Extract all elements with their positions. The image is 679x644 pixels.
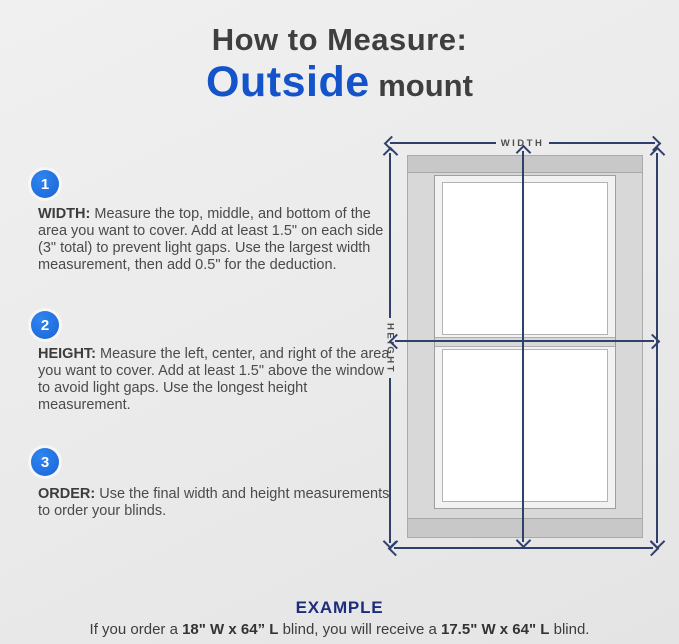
step-3-text: [38, 486, 392, 520]
height-label: HEIGHT: [384, 322, 396, 374]
arrow-right-icon: [645, 333, 661, 349]
title-line-2: [0, 57, 679, 106]
step-3-heading: ORDER:: [38, 486, 96, 502]
window-measure-diagram: [370, 130, 675, 565]
step-1-heading: WIDTH:: [38, 206, 91, 222]
step-2-badge: 2: [31, 311, 59, 339]
step-3-badge: 3: [31, 448, 59, 476]
example-received-size: 17.5" W x 64" L: [441, 621, 550, 638]
title-highlight: Outside: [206, 57, 370, 106]
step-1-badge: 1: [31, 170, 59, 198]
arrow-up-icon: [382, 147, 398, 163]
example-heading: EXAMPLE: [295, 598, 384, 617]
step-2-body: Measure the left, center, and right of the area you want to cover. Add at least 1.5" above the window to avoid light gaps. Use the longest height measurement.: [38, 346, 390, 413]
arrow-left-icon: [389, 333, 405, 349]
arrow-up-icon: [649, 147, 665, 163]
arrow-down-icon: [515, 533, 531, 549]
step-2-heading: HEIGHT:: [38, 346, 96, 362]
step-3-body: Use the final width and height measurements to order your blinds.: [38, 486, 390, 519]
title-rest: mount: [369, 67, 473, 103]
arrow-up-icon: [515, 145, 531, 161]
step-1-text: [38, 206, 392, 274]
example-section: [0, 598, 679, 638]
example-order-size: 18" W x 64” L: [182, 621, 279, 638]
example-sentence: If you order a 18" W x 64” L blind, you will receive a 17.5" W x 64" L blind.: [89, 621, 590, 638]
page-title: [0, 24, 679, 105]
arrow-down-icon: [649, 534, 665, 550]
arrow-down-icon: [382, 534, 398, 550]
title-line-1: How to Measure:: [211, 22, 468, 57]
height-measure-arrow-center: [516, 147, 530, 546]
width-label: WIDTH: [500, 137, 545, 149]
step-1-body: Measure the top, middle, and bottom of the area you want to cover. Add at least 1.5" on each side (3" total) to prevent light gaps. Use the largest width measurement, then add 0.5" for the deduction.: [38, 206, 384, 273]
step-2-text: [38, 346, 392, 414]
